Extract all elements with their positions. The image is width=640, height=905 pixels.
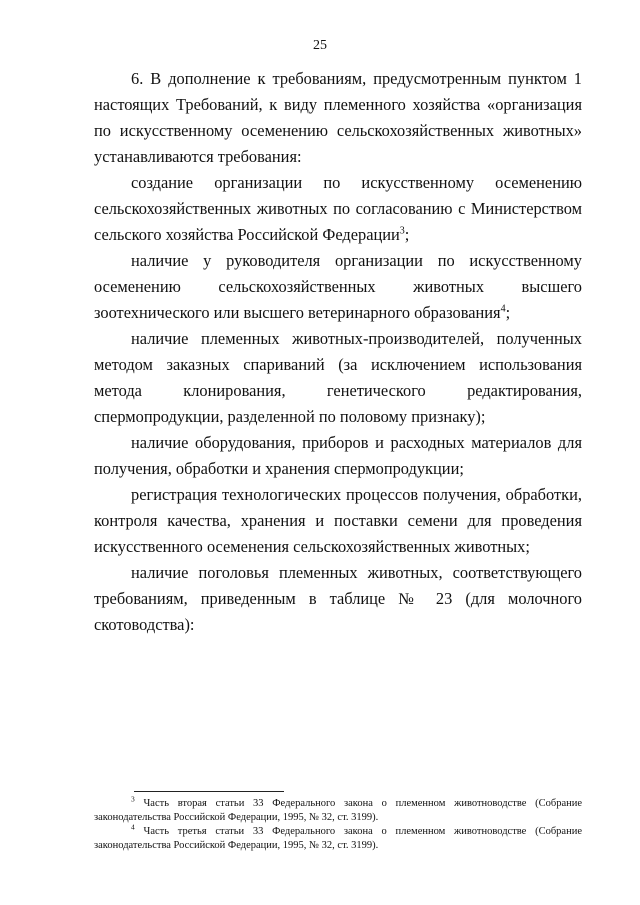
paragraph-text: наличие у руководителя организации по искусственному осеменению сельскохозяйственных животных высшего зоотехнического или высшего ветеринарного образования [94,251,582,322]
paragraph-item-6 [94,66,582,170]
requirement-item [94,326,582,430]
footnotes-section [94,794,582,853]
paragraph-text: создание организации по искусственному осеменению сельскохозяйственных животных по согласованию с Министерством сельского хозяйства Российской Федерации [94,173,582,244]
requirement-item [94,560,582,638]
footnote-text: Часть вторая статьи 33 Федерального закона о племенном животноводстве (Собрание законодательства Российской Федерации, 1995, № 32, ст. 3199). [94,798,582,823]
paragraph-text: регистрация технологических процессов получения, обработки, контроля качества, хранения и поставки семени для проведения искусственного осеменения сельскохозяйственных животных; [94,485,582,556]
footnote-item [94,822,582,853]
footnote-mark: 4 [131,822,135,832]
paragraph-tail: ; [505,303,511,322]
requirement-item [94,430,582,482]
footnote-reference: 4 [500,303,506,315]
paragraph-tail: ; [404,225,410,244]
requirement-item [94,482,582,560]
footnote-item [94,794,582,825]
requirement-item [94,248,582,326]
requirement-item [94,170,582,248]
page-number: 25 [313,38,327,53]
paragraph-text: наличие племенных животных-производителей, полученных методом заказных спариваний (за исключением использования метода клонирования, генетического редактирования, спермопродукции, разделенной по половому признаку); [94,329,582,426]
document-body [94,66,582,638]
footnote-mark: 3 [131,794,135,804]
paragraph-text: наличие поголовья племенных животных, соответствующего требованиям, приведенным в таблице № 23 (для молочного скотоводства): [94,563,582,634]
paragraph-text: 6. В дополнение к требованиям, предусмотренным пунктом 1 настоящих Требований, к виду племенного хозяйства «организация по искусственному осеменению сельскохозяйственных животных» устанавливаются требования: [94,69,582,166]
footnote-divider [134,791,284,792]
footnote-reference: 3 [399,225,405,237]
footnote-text: Часть третья статьи 33 Федерального закона о племенном животноводстве (Собрание законодательства Российской Федерации, 1995, № 32, ст. 3199). [94,826,582,851]
paragraph-text: наличие оборудования, приборов и расходных материалов для получения, обработки и хранения спермопродукции; [94,433,582,478]
